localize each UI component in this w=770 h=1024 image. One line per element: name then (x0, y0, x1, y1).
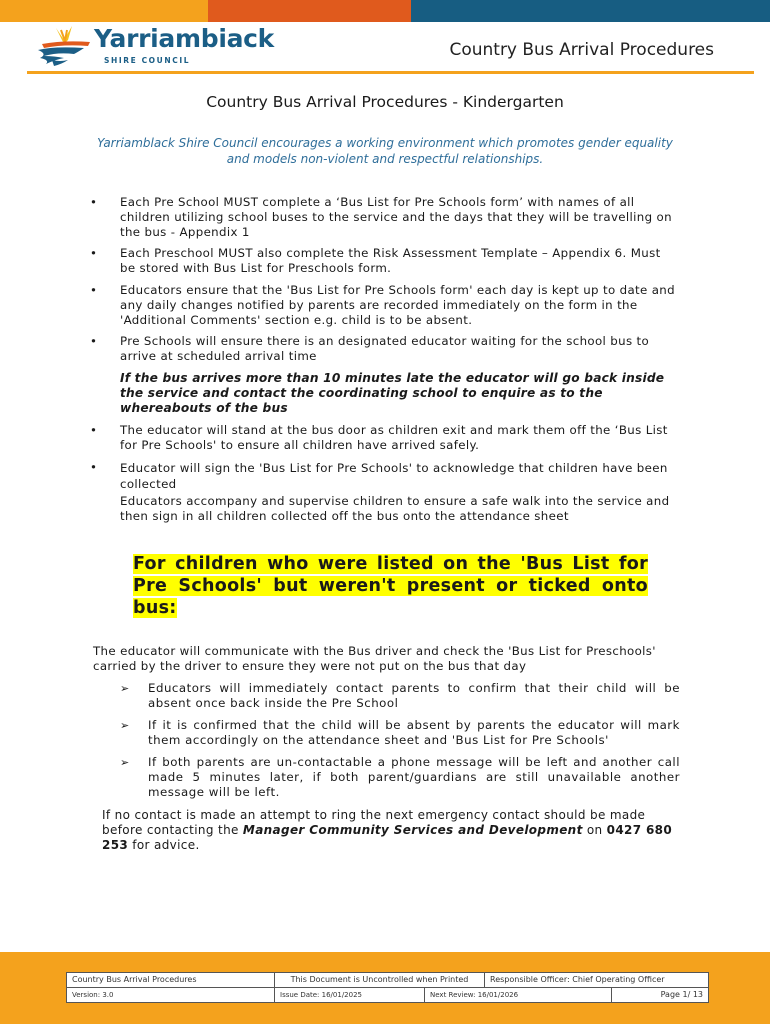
contact-instructions (102, 808, 682, 853)
manager-role: Manager Community Services and Development (242, 823, 583, 837)
late-bus-warning: If the bus arrives more than 10 minutes late the educator will go back inside the service and contact the coordinating school to enquire as to the whereabouts of the bus (120, 371, 665, 415)
bullet-icon: • (90, 195, 98, 209)
top-color-bar (0, 0, 770, 22)
list-item-text: Pre Schools will ensure there is an designated educator waiting for the school bus to arrive at scheduled arrival time (120, 334, 650, 363)
sub-point-text: If it is confirmed that the child will be absent by parents the educator will mark them accordingly on the attendance sheet and 'Bus List for Pre Schools' (148, 718, 680, 747)
list-item-text: The educator will stand at the bus door as children exit and mark them off the ‘Bus List for Pre Schools' to ensure all children have arrived safely. (120, 423, 668, 452)
bar-orange-segment (0, 0, 208, 22)
bullet-icon: • (90, 460, 98, 474)
bullet-icon: • (90, 283, 98, 297)
arrow-bullet-icon: ➢ (120, 719, 130, 732)
sub-point-text: If both parents are un-contactable a phone message will be left and another call made 5 minutes later, if both parent/guardians are still unavailable another message will be left. (148, 755, 680, 799)
council-logo (34, 24, 304, 68)
list-item-text: Educators ensure that the 'Bus List for Pre Schools form' each day is kept up to date and any daily changes notified by parents are recorded immediately on the form in the 'Additional Comments' section e.g. child is to be absent. (120, 283, 675, 327)
logo-wordmark: Yarriambiack (94, 24, 275, 53)
section-intro: The educator will communicate with the Bus driver and check the 'Bus List for Preschools' carried by the driver to ensure they were not put on the bus that day (93, 644, 656, 673)
footer-table (66, 972, 709, 1003)
list-item-text: Educator will sign the 'Bus List for Pre Schools' to acknowledge that children have been collected (120, 461, 668, 491)
contact-mid: on (582, 823, 607, 837)
bullet-icon: • (90, 423, 98, 437)
footer-issue-date: Issue Date: 16/01/2025 (275, 988, 425, 1002)
sub-point-text: Educators will immediately contact parents to confirm that their child will be absent once back inside the Pre School (148, 681, 680, 710)
council-tagline: Yarriamblack Shire Council encourages a working environment which promotes gender equality and models non-violent and respectful relationships. (97, 136, 673, 166)
header-divider (27, 71, 754, 74)
footer-doc-name: Country Bus Arrival Procedures (67, 973, 275, 987)
contact-prefix: If no contact is made an attempt to ring the next emergency contact should be made before contacting the (102, 808, 646, 837)
contact-suffix: for advice. (128, 838, 200, 852)
logo-emblem-icon (34, 24, 96, 68)
highlighted-heading-text: For children who were listed on the 'Bus List for Pre Schools' but weren't present or ticked onto bus: (133, 554, 648, 618)
logo-subtitle: SHIRE COUNCIL (104, 56, 191, 65)
bar-red-segment (208, 0, 411, 22)
footer-row (67, 988, 708, 1002)
footer-uncontrolled-notice: This Document is Uncontrolled when Printed (275, 973, 485, 987)
footer-responsible-officer: Responsible Officer: Chief Operating Officer (490, 975, 665, 984)
document-title: Country Bus Arrival Procedures - Kindergarten (206, 93, 564, 111)
footer-next-review: Next Review: 16/01/2026 (425, 988, 612, 1002)
footer-row (67, 973, 708, 988)
list-item-text: Each Pre School MUST complete a ‘Bus List for Pre Schools form’ with names of all children utilizing school buses to the service and the days that they will be travelling on the bus - Appendix 1 (120, 195, 672, 239)
bar-blue-segment (411, 0, 770, 22)
list-item-text: Each Preschool MUST also complete the Risk Assessment Template – Appendix 6. Must be stored with Bus List for Preschools form. (120, 246, 661, 275)
arrow-bullet-icon: ➢ (120, 756, 130, 769)
header-title: Country Bus Arrival Procedures (449, 40, 714, 60)
arrow-bullet-icon: ➢ (120, 682, 130, 695)
phone-number: 0427 680 253 (102, 823, 673, 852)
bullet-icon: • (90, 246, 98, 260)
section-heading (133, 553, 648, 619)
accompany-note: Educators accompany and supervise children to ensure a safe walk into the service and then sign in all children collected off the bus onto the attendance sheet (120, 494, 670, 523)
bullet-icon: • (90, 334, 98, 348)
footer-version: Version: 3.0 (67, 988, 275, 1002)
footer-page-number: Page 1/ 13 (660, 990, 703, 999)
